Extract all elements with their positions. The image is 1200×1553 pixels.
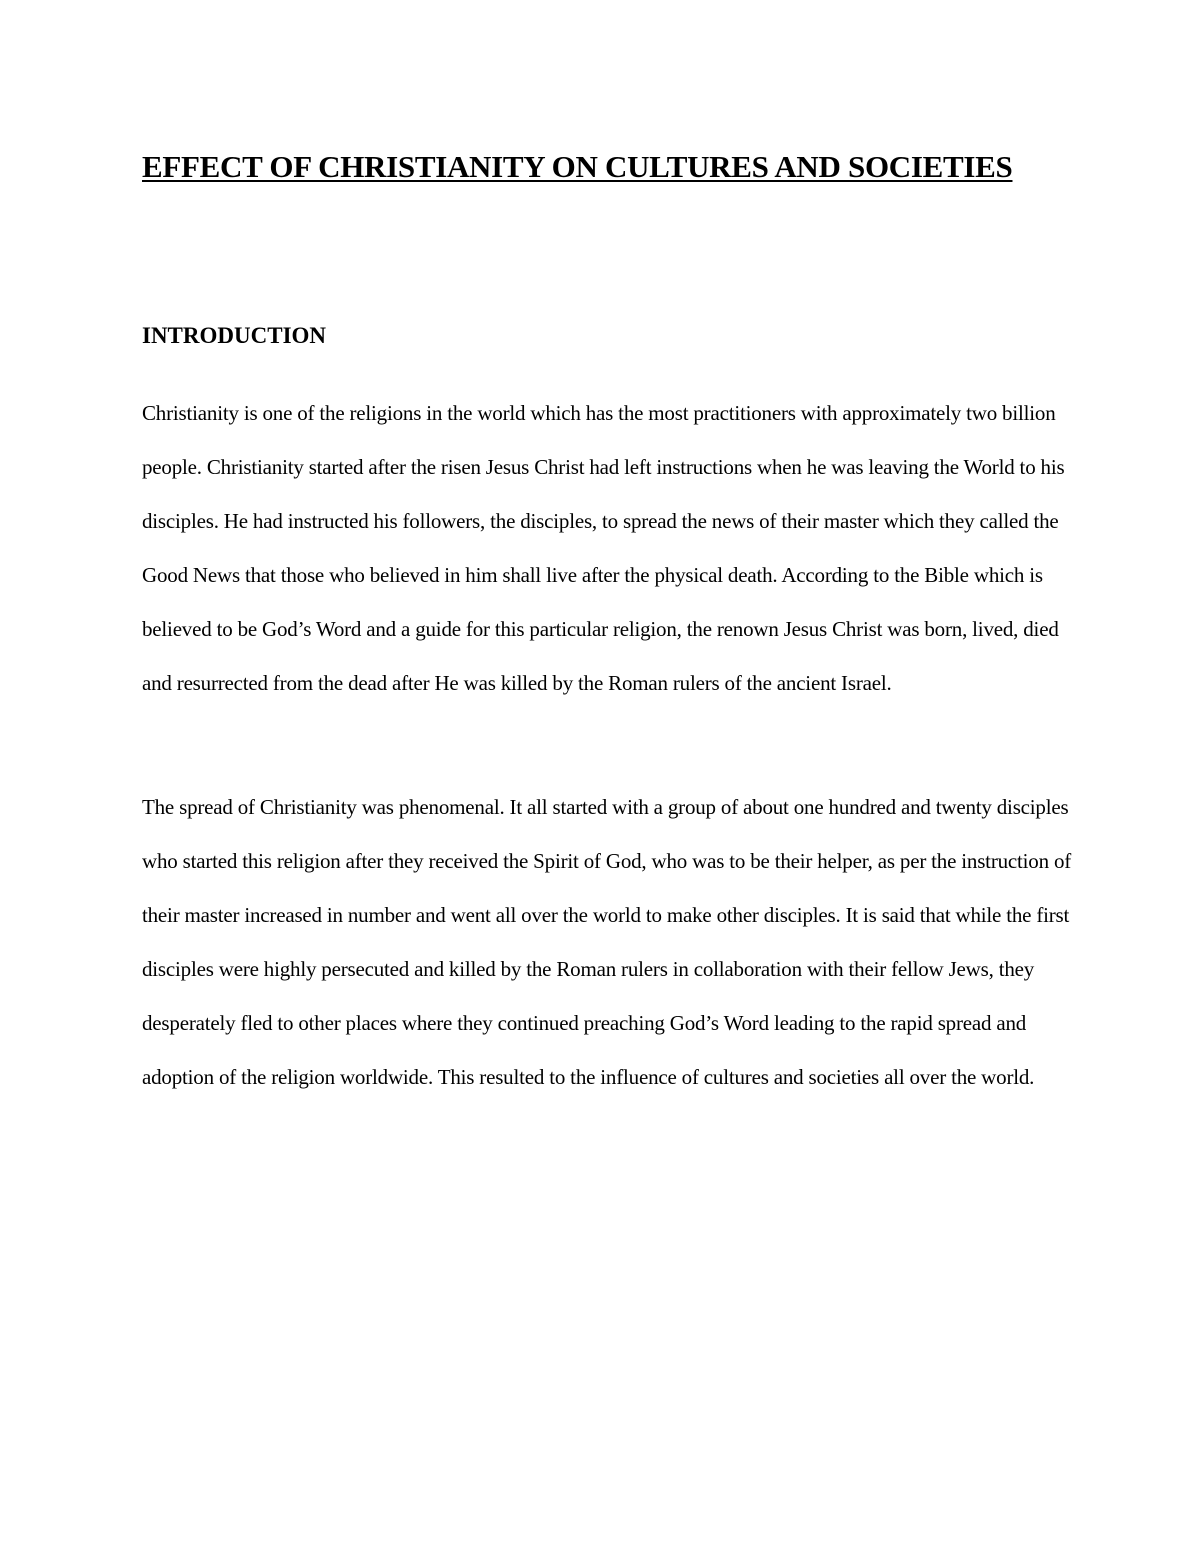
document-title [142,124,1082,210]
paragraph-2: The spread of Christianity was phenomenal. It all started with a group of about one hundred and twenty disciples who started this religion after they received the Spirit of God, who was to be their helper, as per the instruction of their master increased in number and went all over the world to make other disciples. It is said that while the first disciples were highly persecuted and killed by the Roman rulers in collaboration with their fellow Jews, they desperately fled to other places where they continued preaching God’s Word leading to the rapid spread and adoption of the religion worldwide. This resulted to the influence of cultures and societies all over the world. [142,795,1072,1089]
section-heading-introduction: INTRODUCTION [142,323,327,348]
document-title-text: EFFECT OF CHRISTIANITY ON CULTURES AND SOCIETIES [142,149,1013,184]
paragraph-1: Christianity is one of the religions in the world which has the most practitioners with approximately two billion people. Christianity started after the risen Jesus Christ had left instructions when he was leaving the World to his disciples. He had instructed his followers, the disciples, to spread the news of their master which they called the Good News that those who believed in him shall live after the physical death. According to the Bible which is believed to be God’s Word and a guide for this particular religion, the renown Jesus Christ was born, lived, died and resurrected from the dead after He was killed by the Roman rulers of the ancient Israel. [142,401,1065,695]
